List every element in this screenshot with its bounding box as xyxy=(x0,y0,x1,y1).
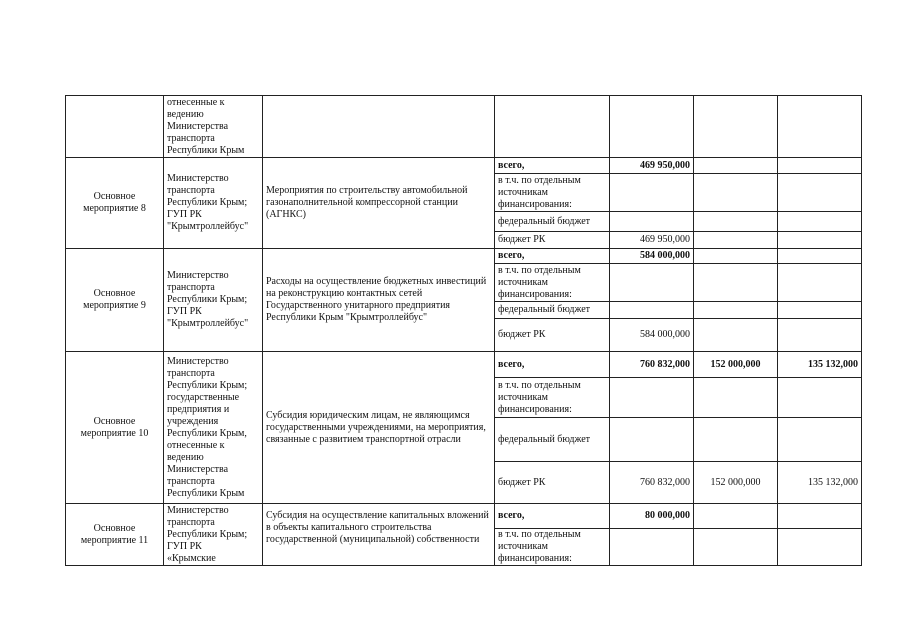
total-cell xyxy=(610,96,694,158)
source-label: в т.ч. по отдельным источникам финансирования: xyxy=(495,378,610,418)
description-cell xyxy=(263,96,495,158)
table-row xyxy=(66,352,862,378)
executor: Министерство транспорта Республики Крым; ГУП РК «Крымские xyxy=(164,504,263,566)
source-label: бюджет РК xyxy=(495,319,610,352)
table-row xyxy=(66,504,862,529)
year2-value xyxy=(778,264,862,302)
event-name: Основное мероприятие 9 xyxy=(66,249,164,352)
event-name-cell xyxy=(66,96,164,158)
year1-value xyxy=(694,264,778,302)
description: Мероприятия по строительству автомобильной газонаполнительной компрессорной станции (АГНКС) xyxy=(263,158,495,249)
year1-value xyxy=(694,232,778,249)
source-label: всего, xyxy=(495,158,610,174)
description: Субсидия на осуществление капитальных вложений в объекты капитального строительства государственной (муниципальной) собственности xyxy=(263,504,495,566)
year2-value xyxy=(778,232,862,249)
source-cell xyxy=(495,96,610,158)
source-label: в т.ч. по отдельным источникам финансирования: xyxy=(495,174,610,212)
year1-value xyxy=(694,212,778,232)
source-label: всего, xyxy=(495,504,610,529)
total-value: 584 000,000 xyxy=(610,319,694,352)
financing-table xyxy=(65,95,862,566)
executor-cell: отнесенные к ведению Министерства транспорта Республики Крым xyxy=(164,96,263,158)
total-value: 469 950,000 xyxy=(610,158,694,174)
total-value xyxy=(610,529,694,566)
source-label: федеральный бюджет xyxy=(495,212,610,232)
total-value xyxy=(610,264,694,302)
year2-value xyxy=(778,249,862,264)
year1-value xyxy=(694,378,778,418)
event-name: Основное мероприятие 11 xyxy=(66,504,164,566)
year2-value xyxy=(778,302,862,319)
year1-cell xyxy=(694,96,778,158)
total-value xyxy=(610,302,694,319)
year2-value xyxy=(778,158,862,174)
year1-value xyxy=(694,529,778,566)
total-value: 760 832,000 xyxy=(610,352,694,378)
total-value xyxy=(610,378,694,418)
year2-value: 135 132,000 xyxy=(778,462,862,504)
year2-cell xyxy=(778,96,862,158)
source-label: федеральный бюджет xyxy=(495,418,610,462)
year2-value: 135 132,000 xyxy=(778,352,862,378)
table-row xyxy=(66,158,862,174)
continuation-row xyxy=(66,96,862,158)
year2-value xyxy=(778,319,862,352)
total-value: 584 000,000 xyxy=(610,249,694,264)
year2-value xyxy=(778,174,862,212)
source-label: в т.ч. по отдельным источникам финансирования: xyxy=(495,529,610,566)
total-value xyxy=(610,212,694,232)
year2-value xyxy=(778,504,862,529)
executor: Министерство транспорта Республики Крым; ГУП РК "Крымтроллейбус" xyxy=(164,249,263,352)
total-value xyxy=(610,418,694,462)
year1-value xyxy=(694,158,778,174)
total-value: 80 000,000 xyxy=(610,504,694,529)
executor: Министерство транспорта Республики Крым; ГУП РК "Крымтроллейбус" xyxy=(164,158,263,249)
total-value: 760 832,000 xyxy=(610,462,694,504)
year2-value xyxy=(778,378,862,418)
year1-value: 152 000,000 xyxy=(694,462,778,504)
source-label: в т.ч. по отдельным источникам финансирования: xyxy=(495,264,610,302)
year1-value xyxy=(694,319,778,352)
year2-value xyxy=(778,212,862,232)
year2-value xyxy=(778,529,862,566)
year1-value xyxy=(694,504,778,529)
year1-value xyxy=(694,418,778,462)
description: Субсидия юридическим лицам, не являющимся государственными учреждениями, на мероприятия, связанные с развитием транспортной отрасли xyxy=(263,352,495,504)
year1-value xyxy=(694,249,778,264)
source-label: федеральный бюджет xyxy=(495,302,610,319)
year1-value: 152 000,000 xyxy=(694,352,778,378)
total-value xyxy=(610,174,694,212)
event-name: Основное мероприятие 10 xyxy=(66,352,164,504)
year1-value xyxy=(694,302,778,319)
total-value: 469 950,000 xyxy=(610,232,694,249)
table-row xyxy=(66,249,862,264)
source-label: бюджет РК xyxy=(495,232,610,249)
executor: Министерство транспорта Республики Крым; государственные предприятия и учреждения Республики Крым, отнесенные к ведению Министерства транспорта Республики Крым xyxy=(164,352,263,504)
description: Расходы на осуществление бюджетных инвестиций на реконструкцию контактных сетей Государственного унитарного предприятия Республики Крым "Крымтроллейбус" xyxy=(263,249,495,352)
source-label: бюджет РК xyxy=(495,462,610,504)
source-label: всего, xyxy=(495,249,610,264)
year1-value xyxy=(694,174,778,212)
source-label: всего, xyxy=(495,352,610,378)
event-name: Основное мероприятие 8 xyxy=(66,158,164,249)
year2-value xyxy=(778,418,862,462)
